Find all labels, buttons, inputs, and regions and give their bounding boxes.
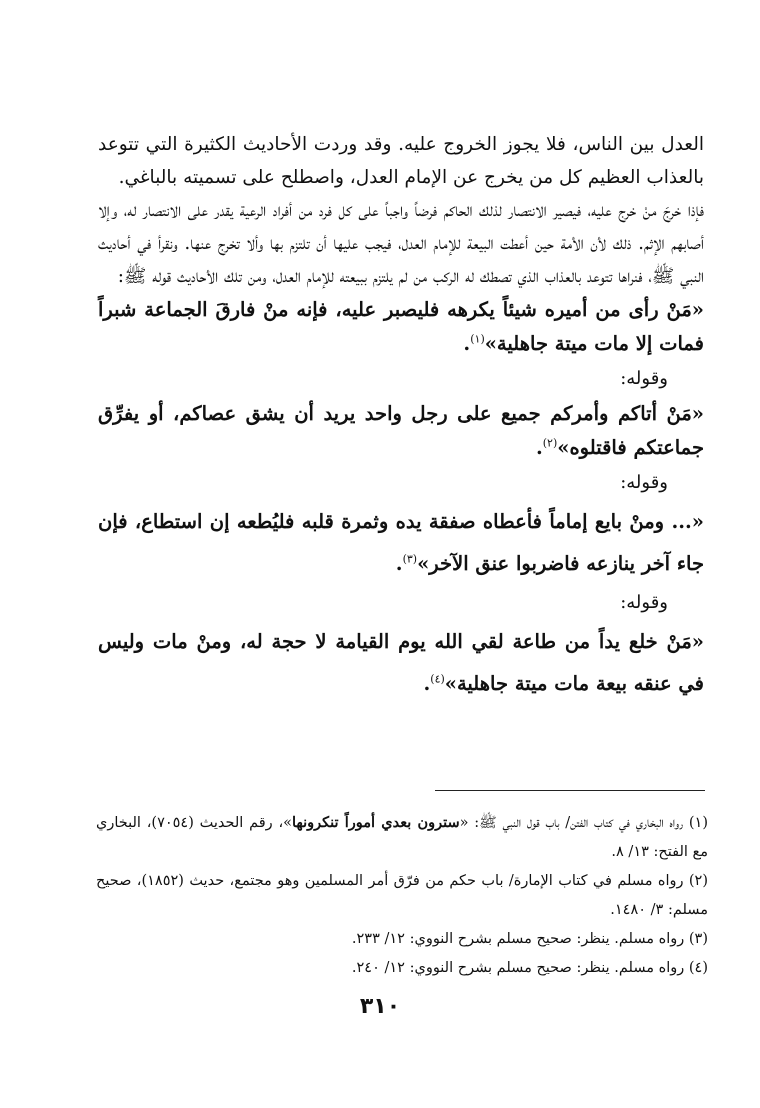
hadith-2: «مَنْ أتاكم وأمركم جميع على رجل واحد يريد أن يشق عصاكم، أو يفرِّق جماعتكم فاقتلوه»$^{(٢)}$. <box>98 402 704 459</box>
footnote-1-bold: سترون بعدي أموراً تنكرونها <box>292 814 460 831</box>
footnote-2 <box>96 867 708 925</box>
hadith-intro-4: وقوله: <box>620 592 668 613</box>
main-text <box>98 128 704 293</box>
footnote-1 <box>96 808 708 867</box>
paragraph-1: العدل بين الناس، فلا يجوز الخروج عليه. وقد وردت الأحاديث الكثيرة التي تتوعد بالعذاب العظيم كل من يخرج عن الإمام العدل، واصطلح على تسميته بالباغي. <box>98 134 704 188</box>
footnote-3 <box>96 925 708 954</box>
paragraph-2: فإذا خرجَ منْ خرج عليه، فيصير الانتصار لذلك الحاكم فرضاً واجباً على كل فرد من أفراد الرعية يقدر على الانتصار له، وإلا أصابهم الإثم. ذلك لأن الأمة حين أعطت البيعة للإمام العدل، فيجب عليها أن تلتزم بها وألا تخرج عنها. ونقرأ في أحاديث النبي ﷺ، فنراها تتوعد بالعذاب الذي تصطك له الركب من لم يلتزم ببيعته للإمام العدل، ومن تلك الأحاديث قوله ﷺ: <box>98 200 704 287</box>
footnote-4-pre: (٤) رواه مسلم. ينظر: صحيح مسلم بشرح النووي: ١٢/ ٢٤٠. <box>351 960 708 976</box>
hadith-4-text: «مَنْ خلع يداً من طاعة لقي الله يوم القيامة لا حجة له، ومنْ مات وليس في عنقه بيعة مات ميتة جاهلية» <box>98 630 704 695</box>
footnote-ref-1[interactable]: (١) <box>470 332 485 346</box>
hadith-1: «مَنْ رأى من أميره شيئاً يكرهه فليصبر عليه، فإنه منْ فارقَ الجماعة شبراً فمات إلا مات ميتة جاهلية»$^{(١)}$. <box>98 298 704 355</box>
footnote-4 <box>96 954 708 983</box>
footnote-2-pre: (٢) رواه مسلم في كتاب الإمارة/ باب حكم من فرّق أمر المسلمين وهو مجتمع، حديث (١٨٥٢)، صحيح مسلم: ٣/ ١٤٨٠. <box>96 873 708 918</box>
hadith-intro-3: وقوله: <box>620 472 668 493</box>
footnote-1-pre: (١) رواه البخاري في كتاب الفتن/ باب قول النبي ﷺ: « <box>459 815 709 831</box>
footnote-3-pre: (٣) رواه مسلم. ينظر: صحيح مسلم بشرح النووي: ١٢/ ٢٣٣. <box>351 931 708 947</box>
footnotes <box>96 808 708 983</box>
footnote-divider <box>435 790 705 791</box>
footnote-ref-2[interactable]: (٢) <box>542 436 558 450</box>
hadith-2-text: «مَنْ أتاكم وأمركم جميع على رجل واحد يريد أن يشق عصاكم، أو يفرِّق جماعتكم فاقتلوه» <box>98 402 704 459</box>
footnote-1-post: »، رقم الحديث (٧٠٥٤)، البخاري مع الفتح: ١٣/ ٨. <box>96 815 708 860</box>
footnote-ref-3[interactable]: (٣) <box>402 552 418 566</box>
hadith-4: «مَنْ خلع يداً من طاعة لقي الله يوم القيامة لا حجة له، ومنْ مات وليس في عنقه بيعة مات ميتة جاهلية»$^{(٤)}$. <box>98 630 704 695</box>
footnote-ref-4[interactable]: (٤) <box>430 672 445 686</box>
hadith-3-text: «... ومنْ بايع إماماً فأعطاه صفقة يده وثمرة قلبه فليُطعه إن استطاع، فإن جاء آخر ينازعه فاضربوا عنق الآخر» <box>98 510 704 575</box>
hadith-intro-2: وقوله: <box>620 368 668 389</box>
page-number: ٣١٠ <box>359 994 401 1019</box>
page-body <box>98 128 704 705</box>
hadith-1-text: «مَنْ رأى من أميره شيئاً يكرهه فليصبر عليه، فإنه منْ فارقَ الجماعة شبراً فمات إلا مات ميتة جاهلية» <box>98 298 704 355</box>
hadith-3: «... ومنْ بايع إماماً فأعطاه صفقة يده وثمرة قلبه فليُطعه إن استطاع، فإن جاء آخر ينازعه فاضربوا عنق الآخر»$^{(٣)}$. <box>98 510 704 575</box>
